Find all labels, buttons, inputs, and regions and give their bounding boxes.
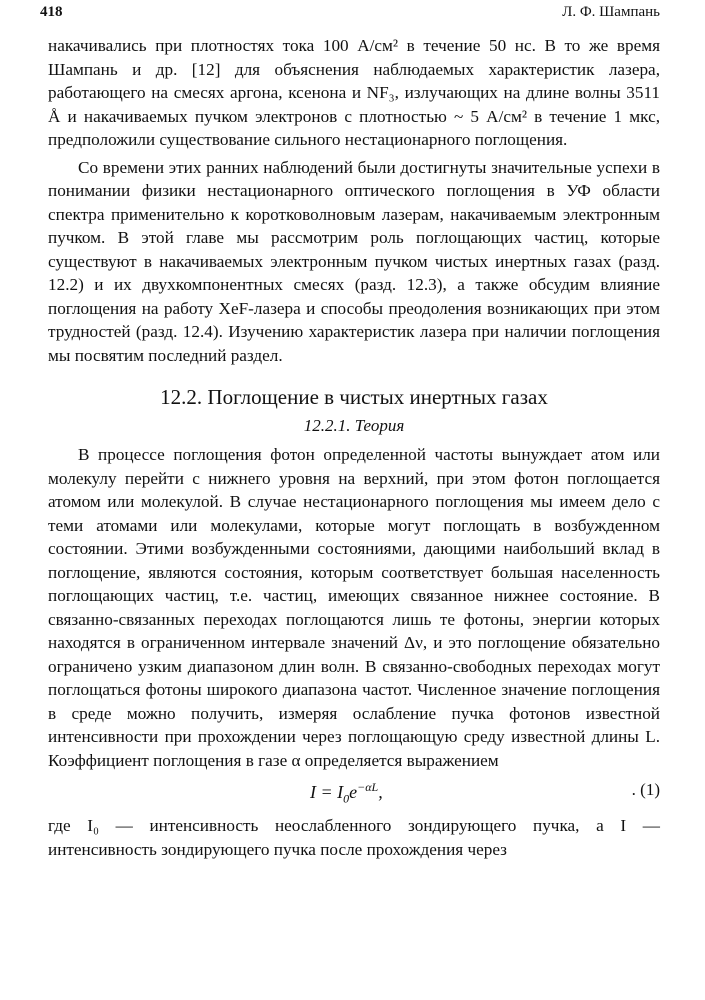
eq-lhs: I <box>310 782 316 802</box>
equation-number: . (1) <box>631 780 660 799</box>
eq-sign: = <box>316 782 338 802</box>
paragraph-2: Со времени этих ранних наблюдений были достигнуты значительные успехи в понимании физики нестационарного оптического поглощения в УФ области спектра применительно к коротковолновым лазерам, накачиваемым электронным пучком. В этой главе мы рассмотрим роль поглощающих частиц, которые существуют в накачиваемых электронным пучком чистых инертных газах (разд. 12.2) и их двухкомпонентных смесях (разд. 12.3), а также обсудим влияние поглощения на работу XeF-лазера и способы преодоления возникающих при этом трудностей (разд. 12.4). Изучению характеристик лазера при наличии поглощения мы посвятим последний раздел. <box>48 157 660 365</box>
equation-formula <box>310 780 383 807</box>
page-number: 418 <box>40 4 63 20</box>
subsection-heading: 12.2.1. Теория <box>303 416 405 435</box>
eq-base: I <box>337 782 344 802</box>
page-header <box>40 4 660 28</box>
paragraph-4: где I₀ — интенсивность неослабленного зондирующего пучка, а I — интенсивность зондирующего пучка после прохождения через <box>48 816 660 859</box>
paragraph-3: В процессе поглощения фотон определенной частоты вынуждает атом или молекулу перейти с нижнего уровня на верхний, при этом фотон поглощается атомом или молекулой. В случае нестационарного поглощения мы имеем дело с теми атомами или молекулами, которые могут поглощать в возбужденном состоянии. Этими возбужденными состояниями, дающими наибольший вклад в поглощение, являются состояния, которым соответствует большая населенность поглощающих частиц, т.е. частиц, имеющих связанное нижнее состояние. В связанно-связанных переходах поглощаются лишь те фотоны, энергии которых находятся в ограниченном интервале значений Δν, и это поглощение обязательно ограничено узким диапазоном длин волн. В связанно-свободных переходах могут поглощаться фотоны широкого диапазона частот. Численное значение поглощения в среде можно получить, измеряя ослабление пучка фотонов известной интенсивности при прохождении через поглощающую среду известной длины L. Коэффициент поглощения в газе α определяется выражением <box>48 445 660 770</box>
running-head: Л. Ф. Шампань <box>562 4 660 20</box>
eq-tail: , <box>378 782 383 802</box>
page <box>40 0 660 1000</box>
eq-exp: −αL <box>357 780 379 794</box>
paragraph-1: накачивались при плотностях тока 100 А/см² в течение 50 нс. В то же время Шампань и др. [12] для объяснения наблюдаемых характеристик лазера, работающего на смесях аргона, ксенона и NF₃, излучающих на длине волны 3511 Å и накачиваемых пучком электронов с плотностью ~ 5 А/см² в течение 1 мкс, предположили существование сильного нестационарного поглощения. <box>48 36 660 149</box>
section-heading: 12.2. Поглощение в чистых инертных газах <box>160 385 548 409</box>
eq-exp-base: e <box>349 782 358 802</box>
equation-1 <box>48 776 660 808</box>
eq-sub: 0 <box>343 791 350 806</box>
body-text <box>48 34 660 861</box>
